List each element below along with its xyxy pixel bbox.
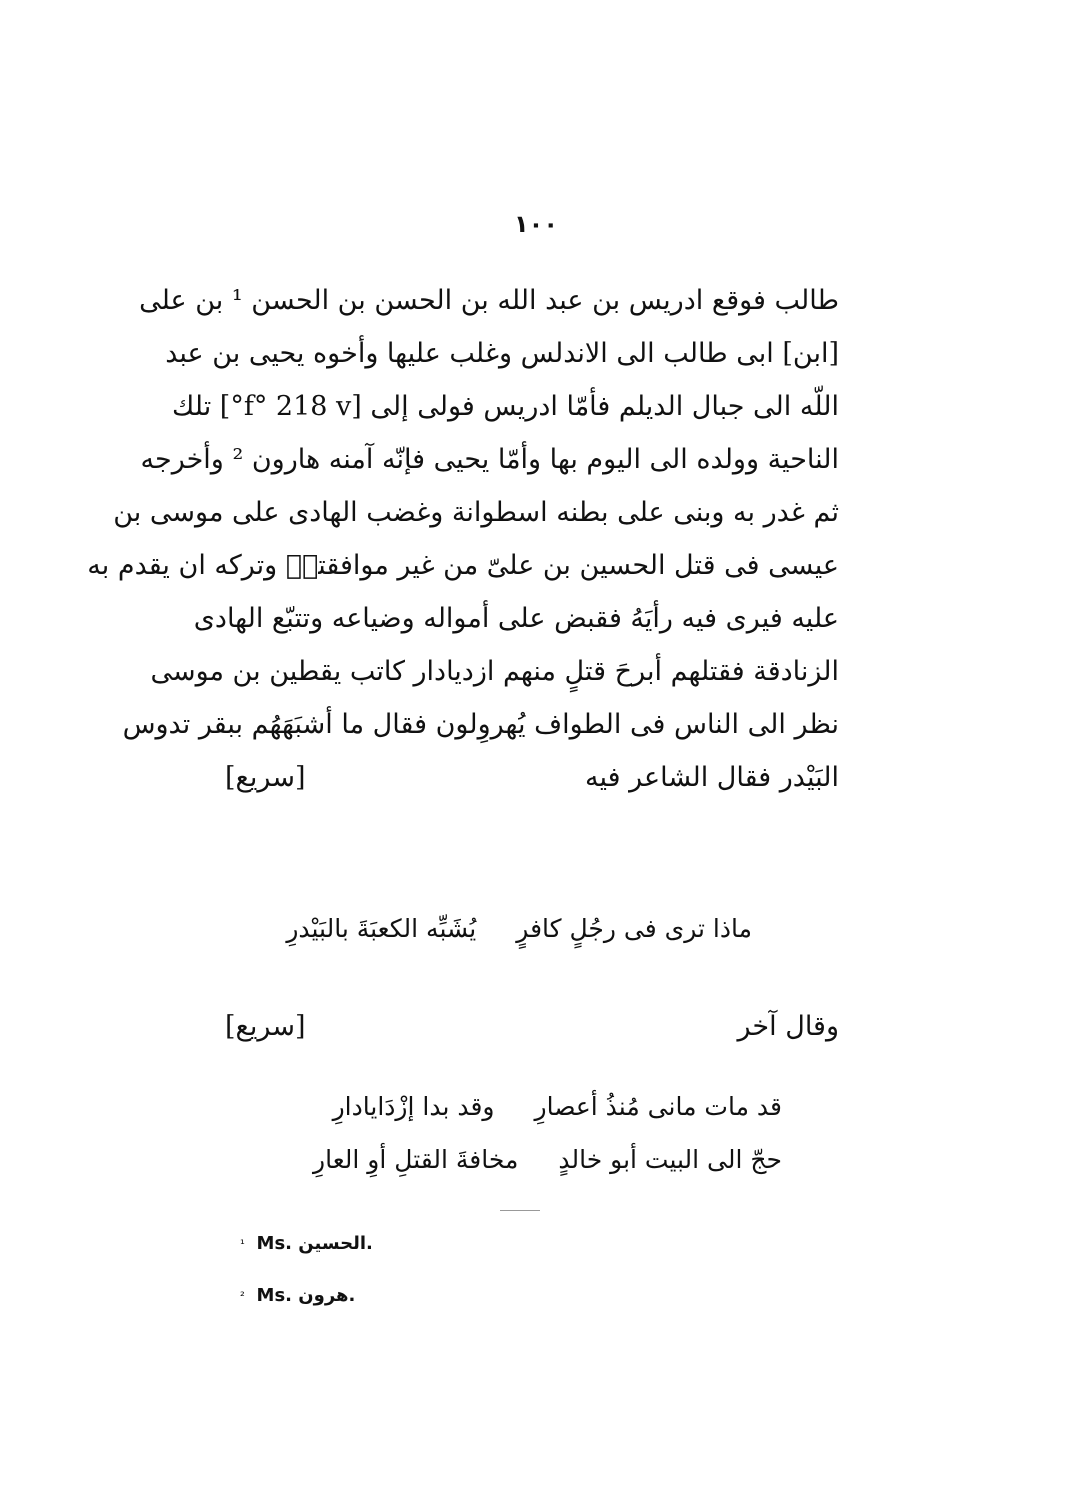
footnote-text: Ms. هرون.	[256, 1285, 356, 1306]
poem-intro-line	[225, 1000, 839, 1053]
footnote-mark: ²	[240, 1289, 245, 1303]
prose-line: [ابن] ابى طالب الى الاندلس وغلب عليها وأخوه يحيى بن عبد	[165, 338, 839, 369]
prose-line: عيسى فى قتل الحسين بن علىّ من غير موافقتهٖ وتركه ان يقدم به	[87, 550, 839, 581]
footnote-divider	[500, 1210, 540, 1211]
footnote	[240, 1218, 640, 1270]
verse-line	[313, 1145, 782, 1174]
verse-first-hemistich: قد مات مانى مُنذُ أعصارِ	[534, 1092, 782, 1121]
prose-line: طالب فوقع ادريس بن عبد الله بن الحسن بن الحسن ¹ بن على	[139, 285, 839, 316]
verse-second-hemistich: وقد بدا إزْدَايادارِ	[332, 1092, 495, 1121]
footnote-text: Ms. الحسين.	[256, 1233, 373, 1254]
prose-line: الناحية وولده الى اليوم بها وأمّا يحيى فإنّه آمنه هارون ² وأخرجه	[140, 444, 839, 475]
prose-line: نظر الى الناس فى الطواف يُهروِلون فقال ما أشبَهَهُم ببقر تدوس	[122, 709, 839, 740]
prose-block	[87, 274, 839, 804]
verse-second-hemistich: مخافةَ القتلِ أوِ العارِ	[313, 1145, 519, 1174]
verse-second-hemistich: يُشَبِّه الكعبَةَ بالبَيْدرِ	[286, 914, 477, 943]
verse-line	[333, 1092, 782, 1121]
meter-label: [سريع]	[225, 1011, 306, 1042]
prose-line: ثم غدر به وبنى على بطنه اسطوانة وغضب الهادى على موسى بن	[113, 497, 839, 528]
prose-last-text: البَيْدر فقال الشاعر فيه	[585, 762, 839, 793]
footnote	[240, 1270, 640, 1322]
prose-last-line	[225, 751, 839, 804]
verse-first-hemistich: حجّ الى البيت أبو خالدٍ	[558, 1145, 782, 1174]
footnotes	[240, 1218, 640, 1322]
poem-intro-text: وقال آخر	[737, 1011, 839, 1042]
prose-line: اللّه الى جبال الديلم فأمّا ادريس فولى إلى [f° 218 v°] تلك	[172, 391, 839, 422]
verse-line	[286, 914, 752, 943]
page-number: ١٠٠	[514, 210, 558, 238]
prose-line: عليه فيرى فيه رأيَهُ فقبض على أمواله وضياعه وتتبّع الهادى	[193, 603, 839, 634]
footnote-mark: ¹	[240, 1237, 245, 1251]
verse-first-hemistich: ماذا ترى فى رجُلٍ كافرٍ	[516, 914, 752, 943]
prose-line: الزنادقة فقتلهم أبرحَ قتلٍ منهم ازديادار كاتب يقطين بن موسى	[150, 656, 839, 687]
meter-label: [سريع]	[225, 762, 306, 793]
